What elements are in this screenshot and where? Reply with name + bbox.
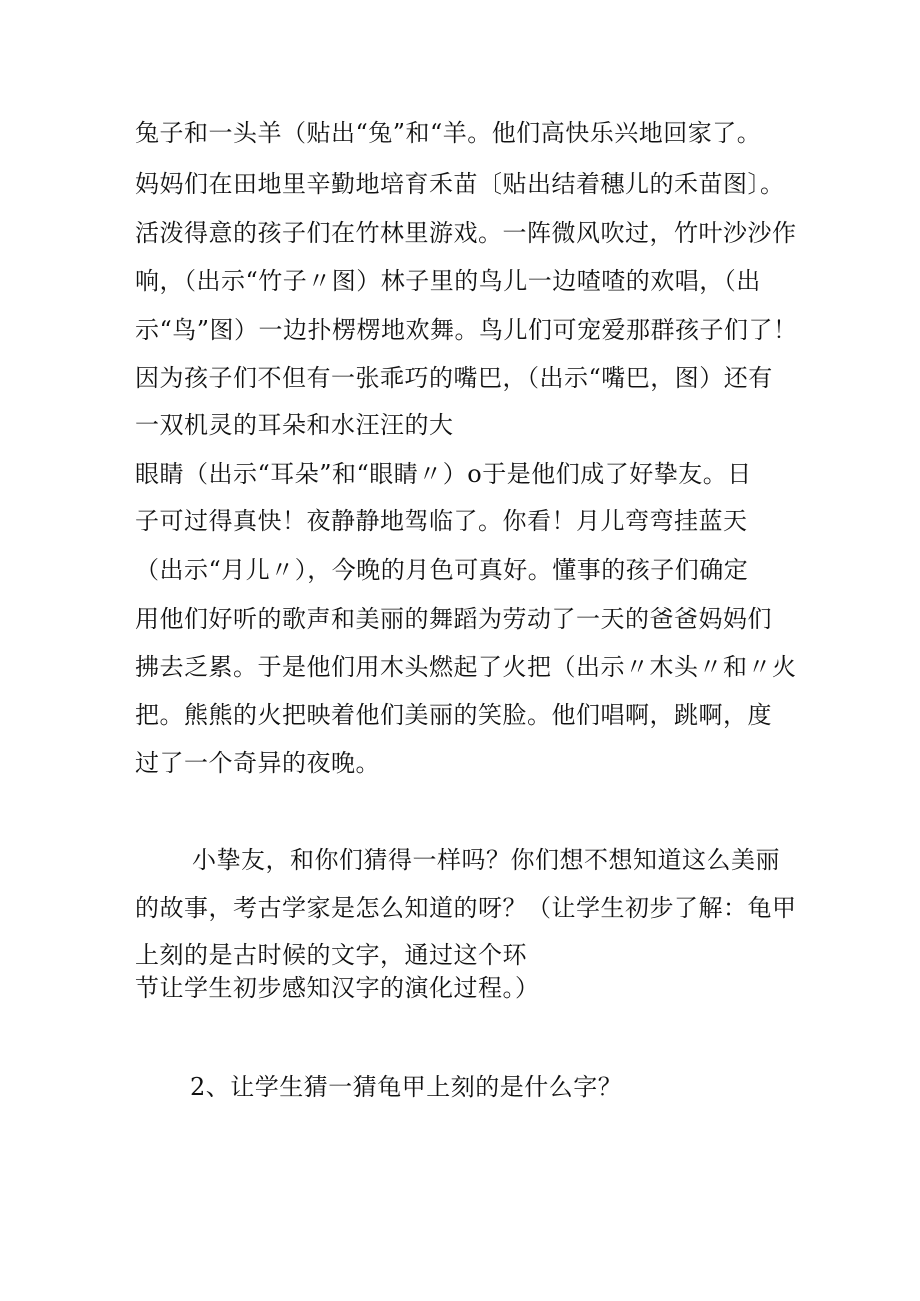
text-line: 活泼得意的孩子们在竹林里游戏。一阵微风吹过，竹叶沙沙作	[135, 219, 797, 247]
text-line: 小挚友，和你们猜得一样吗？你们想不想知道这么美丽	[192, 846, 780, 874]
text-line: 节让学生初步感知汉字的演化过程。）	[135, 974, 540, 1002]
text-line: 把。熊熊的火把映着他们美丽的笑脸。他们唱啊，跳啊，度	[135, 701, 772, 729]
text-line: 上刻的是古时候的文字，通过这个环	[135, 941, 527, 969]
text-line: 眼睛（出示“耳朵”和“眼睛〃）o于是他们成了好挚友。日	[135, 460, 752, 488]
text-line: 一双机灵的耳朵和水汪汪的大	[135, 411, 454, 439]
text-line: 用他们好听的歌声和美丽的舞蹈为劳动了一天的爸爸妈妈们	[135, 605, 772, 633]
text-line: 子可过得真快！夜静静地驾临了。你看！月儿弯弯挂蓝天	[135, 507, 748, 535]
text-line: 因为孩子们不但有一张乖巧的嘴巴，（出示“嘴巴，图）还有	[135, 364, 773, 392]
text-line: 拂去乏累。于是他们用木头燃起了火把（出示〃木头〃和〃火	[135, 653, 797, 681]
text-line: 过了一个奇异的夜晚。	[135, 749, 380, 777]
list-item: 2、让学生猜一猜龟甲上刻的是什么字？	[190, 1073, 623, 1101]
text-line: 示“鸟”图）一边扑楞楞地欢舞。鸟儿们可宠爱那群孩子们了！	[135, 316, 798, 344]
text-line: 的故事，考古学家是怎么知道的呀？（让学生初步了解：龟甲	[135, 894, 797, 922]
text-line: 响，（出示“竹子〃图）林子里的鸟儿一边喳喳的欢唱，（出	[135, 267, 761, 295]
text-line: （出示“月儿〃），今晚的月色可真好。懂事的孩子们确定	[135, 556, 749, 584]
text-line: 妈妈们在田地里辛勤地培育禾苗〔贴出结着穗儿的禾苗图〕。	[135, 170, 785, 198]
text-line: 兔子和一头羊（贴出“兔”和“羊。他们高快乐兴地回家了。	[135, 119, 762, 147]
